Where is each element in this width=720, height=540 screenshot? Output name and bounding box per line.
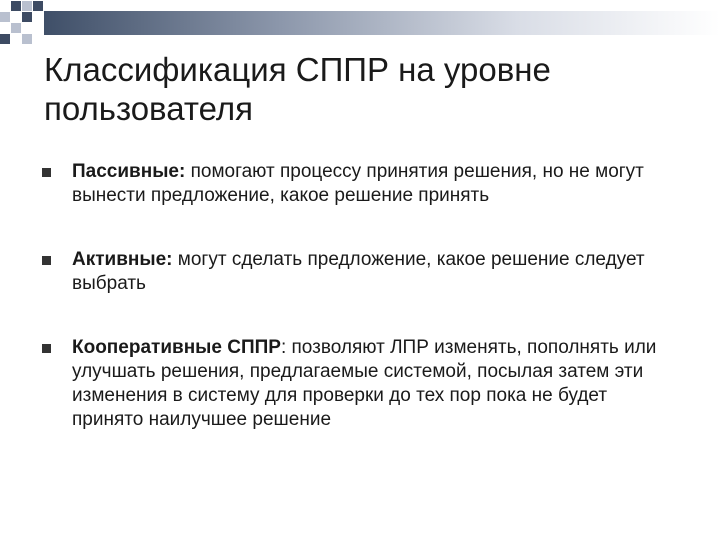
decor-square (0, 12, 10, 22)
decor-square (11, 1, 21, 11)
decor-square (0, 34, 10, 44)
decor-square (33, 1, 43, 11)
bullet-term: Активные: (72, 249, 173, 270)
bullet-list (42, 160, 682, 432)
square-bullet-icon (42, 256, 51, 265)
decor-square (22, 34, 32, 44)
bullet-text: : позволяют ЛПР изменять, пополнять или улучшать решения, предлагаемые системой, посылая затем эти изменения в систему для проверки до тех пор пока не будет принято наилучшее решение (72, 337, 657, 430)
slide-header-decoration (0, 0, 720, 50)
decor-square (11, 23, 21, 33)
decor-square (22, 12, 32, 22)
bullet-item-active (42, 248, 682, 296)
decor-square (22, 1, 32, 11)
bullet-text: могут сделать предложение, какое решение следует выбрать (72, 249, 645, 294)
bullet-text: помогают процессу принятия решения, но не могут вынести предложение, какое решение принять (72, 161, 644, 206)
bullet-item-passive (42, 160, 682, 208)
slide-title-line-2: пользователя (44, 90, 253, 127)
bullet-item-cooperative (42, 336, 682, 432)
slide-title (44, 50, 684, 128)
bullet-term: Кооперативные СППР (72, 337, 281, 358)
bullet-term: Пассивные: (72, 161, 186, 182)
square-bullet-icon (42, 344, 51, 353)
slide-title-line-1: Классификация СППР на уровне (44, 51, 551, 88)
square-bullet-icon (42, 168, 51, 177)
header-gradient-bar (44, 11, 720, 35)
